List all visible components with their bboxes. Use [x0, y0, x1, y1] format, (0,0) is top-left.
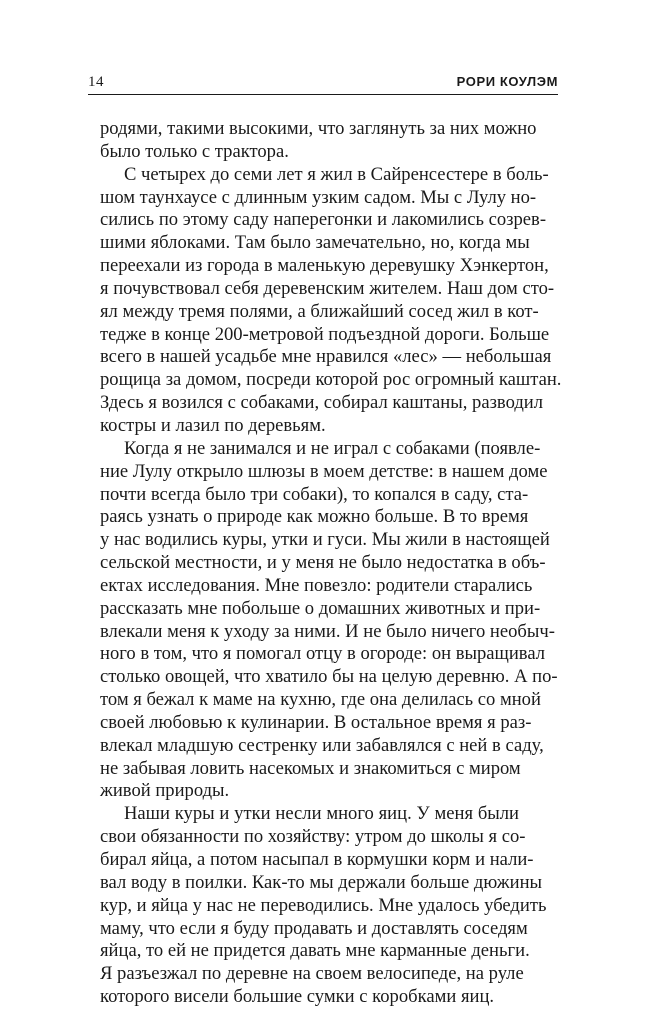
- text-line: переехали из города в маленькую деревушку Хэнкертон,: [100, 255, 549, 277]
- body-text: [100, 118, 562, 1009]
- text-line: раясь узнать о природе как можно больше. В то время: [100, 506, 529, 528]
- text-line: родями, такими высокими, что заглянуть за них можно: [100, 118, 537, 139]
- text-line: которого висели большие сумки с коробками яиц.: [100, 986, 495, 1008]
- text-line: рассказать мне побольше о домашних животных и при-: [100, 597, 541, 619]
- text-line: ектах исследования. Мне повезло: родители старались: [100, 574, 533, 596]
- text-line: не забывая ловить насекомых и знакомиться с миром: [100, 757, 521, 779]
- text-line: костры и лазил по деревьям.: [100, 414, 326, 436]
- text-line: том я бежал к маме на кухню, где она делилась со мной: [100, 689, 541, 711]
- text-line: Когда я не занимался и не играл с собаками (появле-: [124, 437, 541, 459]
- text-line: шими яблоками. Там было замечательно, но, когда мы: [100, 232, 530, 254]
- text-line: у нас водились куры, утки и гуси. Мы жили в настоящей: [100, 529, 550, 551]
- paragraph: [100, 118, 537, 164]
- paragraph: [100, 803, 547, 1009]
- text-line: ного в том, что я помогал отцу в огороде: он выращивал: [100, 643, 546, 665]
- text-line: кур, и яйца у нас не переводились. Мне удалось убедить: [100, 894, 547, 916]
- text-line: вал воду в поилки. Как-то мы держали больше дюжины: [100, 871, 543, 893]
- paragraph: [100, 163, 562, 438]
- text-line: столько овощей, что хватило бы на целую деревню. А по-: [100, 666, 558, 688]
- text-line: свои обязанности по хозяйству: утром до школы я со-: [100, 826, 526, 848]
- text-line: тедже в конце 200-метровой подъездной дороги. Больше: [100, 323, 550, 345]
- text-line: своей любовью к кулинарии. В остальное время я раз-: [100, 711, 532, 733]
- page-number: 14: [88, 74, 104, 90]
- text-line: маму, что если я буду продавать и доставлять соседям: [100, 917, 528, 939]
- page-header: [88, 70, 558, 90]
- text-line: почти всегда было три собаки), то копался в саду, ста-: [100, 483, 529, 505]
- text-line: сельской местности, и у меня не было недостатка в объ-: [100, 552, 546, 574]
- text-line: Здесь я возился с собаками, собирал каштаны, разводил: [100, 392, 544, 414]
- text-line: я почувствовал себя деревенским жителем. Наш дом сто-: [100, 277, 555, 299]
- text-line: ял между тремя полями, а ближайший сосед жил в кот-: [100, 300, 539, 322]
- text-line: бирал яйца, а потом насыпал в кормушки корм и нали-: [100, 849, 534, 870]
- text-line: шом таунхаусе с длинным узким садом. Мы с Лулу но-: [100, 186, 537, 208]
- text-line: ние Лулу открыло шлюзы в моем детстве: в нашем доме: [100, 460, 548, 482]
- text-line: Наши куры и утки несли много яиц. У меня были: [124, 803, 519, 825]
- text-line: С четырех до семи лет я жил в Сайренсестере в боль-: [124, 163, 549, 185]
- text-line: влекал младшую сестренку или забавлялся с ней в саду,: [100, 734, 544, 756]
- text-line: живой природы.: [100, 780, 230, 802]
- text-line: влекали меня к уходу за ними. И не было ничего необыч-: [100, 620, 555, 642]
- text-line: сились по этому саду наперегонки и лакомились созрев-: [100, 209, 547, 231]
- running-head-author: РОРИ КОУЛЭМ: [456, 74, 558, 89]
- paragraph: [100, 437, 558, 804]
- text-line: яйца, то ей не придется давать мне карманные деньги.: [100, 940, 530, 962]
- text-line: было только с трактора.: [100, 140, 289, 162]
- header-rule: [88, 94, 558, 95]
- text-line: рощица за домом, посреди которой рос огромный каштан.: [100, 369, 562, 391]
- text-line: Я разъезжал по деревне на своем велосипеде, на руле: [100, 963, 524, 985]
- text-line: всего в нашей усадьбе мне нравился «лес» — небольшая: [100, 346, 552, 368]
